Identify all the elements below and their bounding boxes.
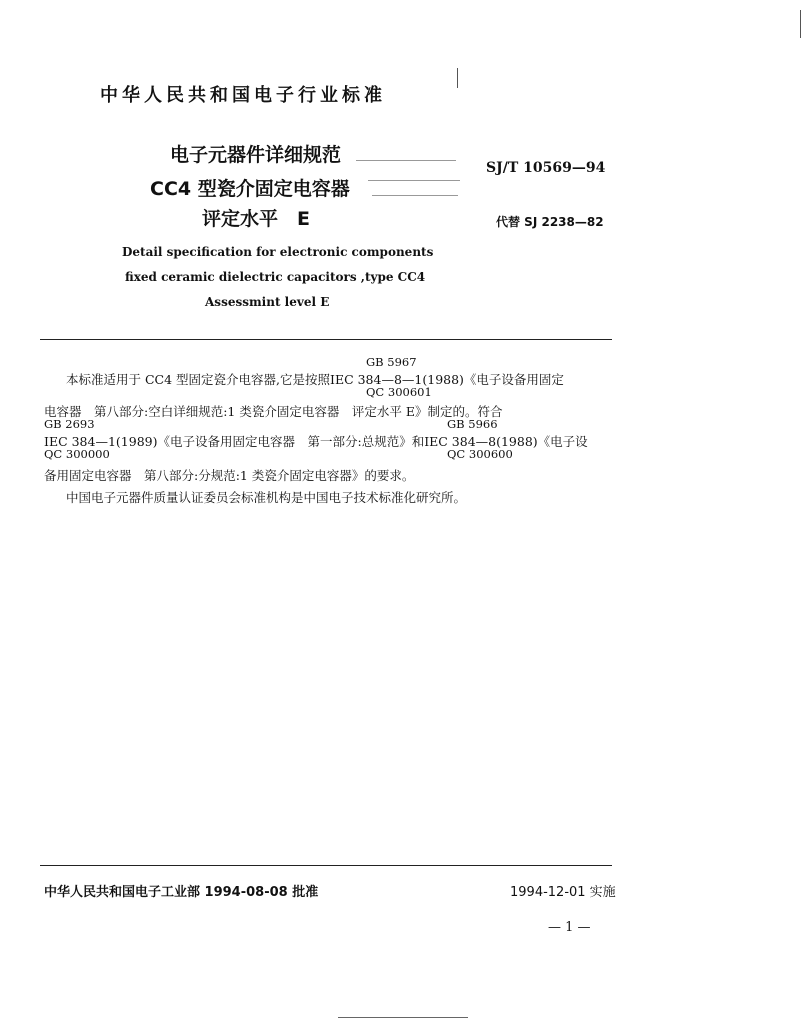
doc-title-line2: CC4 型瓷介固定电容器 xyxy=(150,178,350,200)
title-underline-2 xyxy=(368,180,460,181)
body-line-5: 中国电子元器件质量认证委员会标准机构是中国电子技术标准化研究所。 xyxy=(66,490,467,505)
body-line-1: 本标准适用于 CC4 型固定瓷介电容器,它是按照IEC 384—8—1(1988)《电子设备用固定 xyxy=(66,372,564,387)
title-underline-1 xyxy=(356,160,456,161)
body-line-2: 电容器 第八部分:空白详细规范:1 类瓷介固定电容器 评定水平 E》制定的。符合 xyxy=(44,404,503,419)
footer-divider xyxy=(40,865,612,866)
body-line-4: 备用固定电容器 第八部分:分规范:1 类瓷介固定电容器》的要求。 xyxy=(44,468,415,483)
header-divider xyxy=(40,339,612,340)
standard-number: SJ/T 10569—94 xyxy=(486,160,606,176)
title-underline-3 xyxy=(372,195,458,196)
english-title-line3: Assessmint level E xyxy=(205,295,330,309)
scan-line-right-edge xyxy=(800,10,801,38)
ref-gb-5967: GB 5967 xyxy=(366,355,417,369)
implementation-date: 1994-12-01 实施 xyxy=(510,885,616,900)
ref-qc-300600: QC 300600 xyxy=(447,447,513,461)
doc-title-line3: 评定水平 E xyxy=(202,208,310,230)
english-title-line2: fixed ceramic dielectric capacitors ,type CC4 xyxy=(125,270,426,284)
ref-qc-300000: QC 300000 xyxy=(44,447,110,461)
body-line-3: IEC 384—1(1989)《电子设备用固定电容器 第一部分:总规范》和IEC 384—8(1988)《电子设 xyxy=(44,434,588,449)
org-title: 中华人民共和国电子行业标准 xyxy=(100,85,386,106)
approval-date: 中华人民共和国电子工业部 1994-08-08 批准 xyxy=(44,885,319,900)
doc-title-line1: 电子元器件详细规范 xyxy=(170,144,342,166)
ref-gb-2693: GB 2693 xyxy=(44,417,95,431)
page-number: — 1 — xyxy=(548,920,591,935)
scan-line-top xyxy=(457,68,458,88)
ref-gb-5966: GB 5966 xyxy=(447,417,498,431)
ref-qc-300601: QC 300601 xyxy=(366,385,432,399)
replaces-standard: 代替 SJ 2238—82 xyxy=(496,215,604,229)
bottom-scan-line xyxy=(338,1017,468,1018)
english-title-line1: Detail specification for electronic components xyxy=(122,245,434,259)
